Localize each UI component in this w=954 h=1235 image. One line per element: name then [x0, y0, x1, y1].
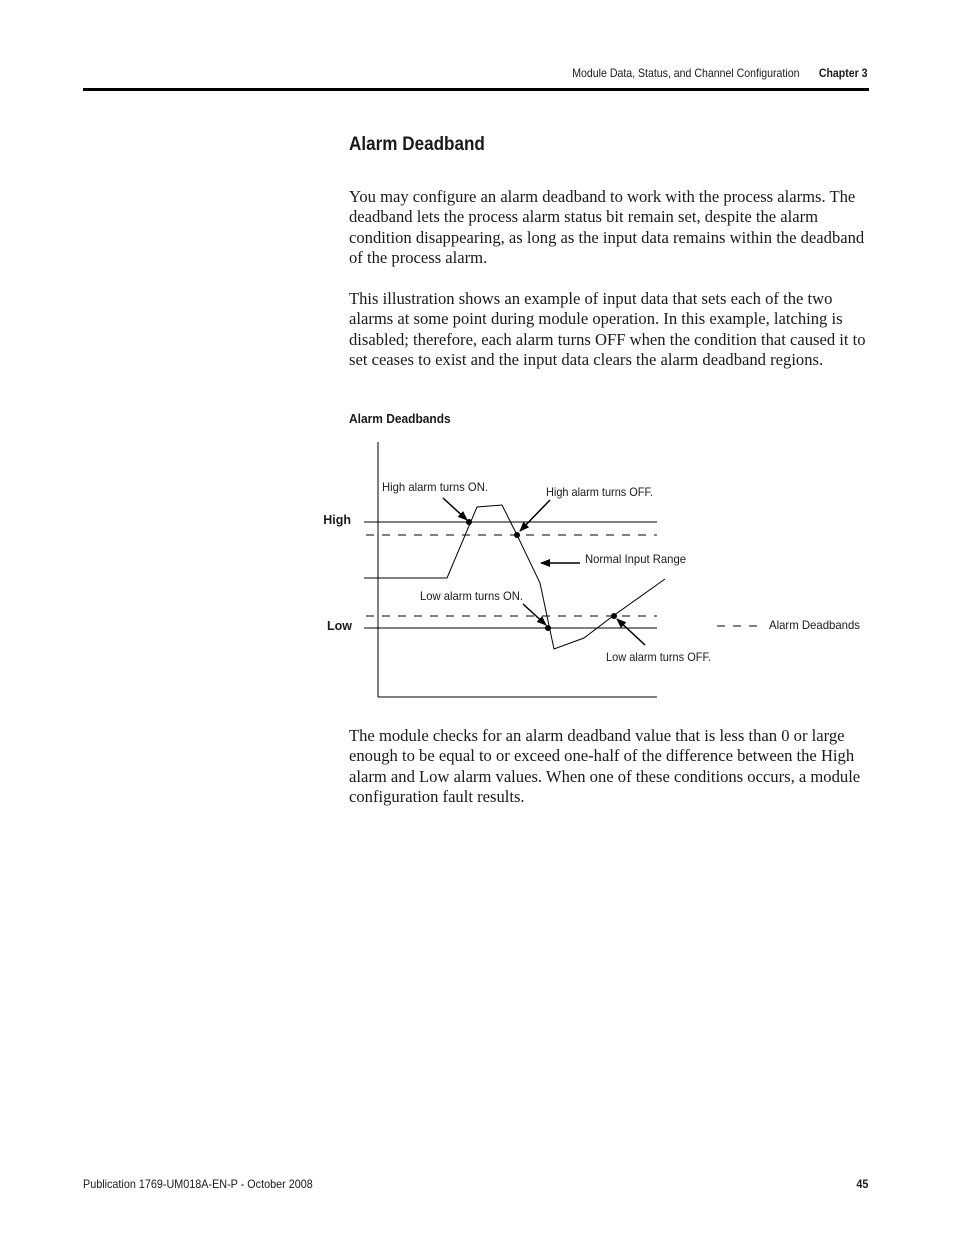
high-off-label: High alarm turns OFF. — [546, 485, 653, 499]
normal-range-label: Normal Input Range — [585, 552, 687, 566]
low-on-label: Low alarm turns ON. — [420, 589, 523, 603]
paragraph-illustration: This illustration shows an example of input data that sets each of the two alarms at some point during module operation. In this example, latching is disabled; therefore, each alarm turns OFF when the condition that caused it to set ceases to exist and the input data clears the alarm deadband regions. — [349, 289, 866, 369]
high-on-arrow — [443, 498, 467, 520]
input-signal-line — [364, 505, 665, 649]
low-off-arrow — [617, 619, 645, 645]
footer-page-number: 45 — [855, 1177, 868, 1191]
high-on-label: High alarm turns ON. — [382, 480, 488, 494]
low-on-point — [545, 625, 551, 631]
high-off-point — [514, 532, 520, 538]
low-on-arrow — [523, 604, 546, 625]
paragraph-fault-check: The module checks for an alarm deadband value that is less than 0 or large enough to be equal to or exceed one-half of the difference between the High alarm and Low alarm values. When one of these conditions occurs, a module configuration fault results. — [349, 726, 861, 806]
low-axis-label: Low — [327, 619, 352, 633]
section-heading: Alarm Deadband — [349, 134, 485, 155]
paragraph-intro: You may configure an alarm deadband to work with the process alarms. The deadband lets the process alarm status bit remain set, despite the alarm condition disappearing, as long as the input data remains within the deadband of the process alarm. — [349, 187, 865, 267]
header-section-title: Module Data, Status, and Channel Configuration — [572, 66, 800, 80]
high-axis-label: High — [323, 513, 351, 527]
low-off-label: Low alarm turns OFF. — [606, 650, 711, 664]
figure-caption: Alarm Deadbands — [349, 411, 451, 426]
low-off-point — [611, 613, 617, 619]
footer-publication: Publication 1769-UM018A-EN-P - October 2008 — [83, 1177, 313, 1191]
legend-deadband-label: Alarm Deadbands — [769, 618, 860, 632]
header-chapter: Chapter 3 — [819, 66, 868, 80]
high-off-arrow — [520, 500, 550, 531]
